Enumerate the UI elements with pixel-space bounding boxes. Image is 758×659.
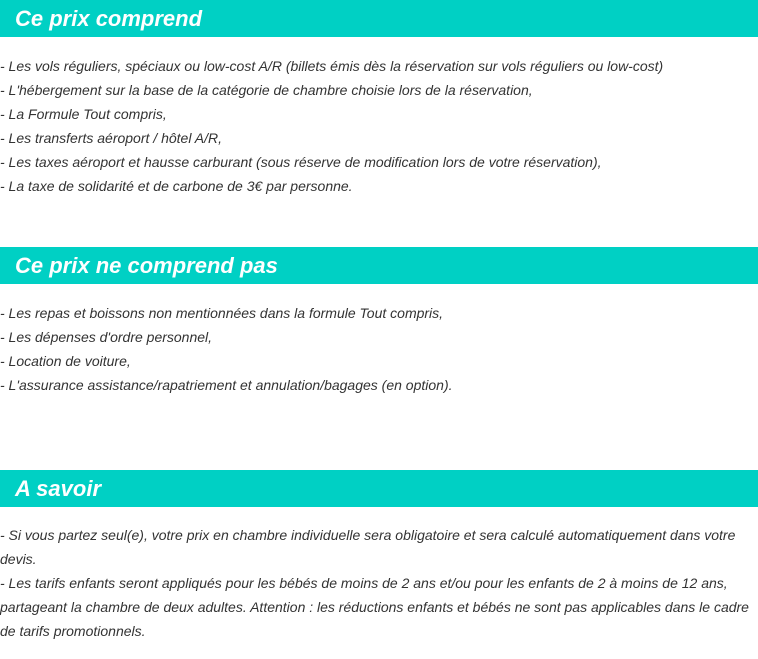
list-item: - Les repas et boissons non mentionnées dans la formule Tout compris,	[0, 305, 444, 321]
list-item: - Les taxes aéroport et hausse carburant (sous réserve de modification lors de votre réservation),	[0, 154, 602, 170]
list-item: - L'hébergement sur la base de la catégorie de chambre choisie lors de la réservation,	[0, 82, 533, 98]
list-item: - Les dépenses d'ordre personnel,	[0, 329, 213, 345]
section-list	[0, 54, 758, 198]
section-header	[0, 0, 758, 37]
section-header	[0, 247, 758, 284]
section-good-to-know	[0, 470, 758, 643]
list-item: - Les tarifs enfants seront appliqués pour les bébés de moins de 2 ans et/ou pour les enfants de 2 à moins de 12 ans, partageant la chambre de deux adultes. Attention : les réductions enfants et bébés ne sont pas applicables dans le cadre de tarifs promotionnels.	[0, 575, 749, 639]
list-item: - L'assurance assistance/rapatriement et annulation/bagages (en option).	[0, 377, 453, 393]
list-item: - Si vous partez seul(e), votre prix en chambre individuelle sera obligatoire et sera calculé automatiquement dans votre devis.	[0, 527, 736, 567]
section-title: A savoir	[15, 476, 102, 501]
section-list	[0, 301, 758, 397]
list-item: - Les transferts aéroport / hôtel A/R,	[0, 130, 223, 146]
list-item: - Les vols réguliers, spéciaux ou low-cost A/R (billets émis dès la réservation sur vols réguliers ou low-cost)	[0, 58, 664, 74]
list-item: - La taxe de solidarité et de carbone de 3€ par personne.	[0, 178, 353, 194]
list-item: - La Formule Tout compris,	[0, 106, 167, 122]
section-list	[0, 523, 752, 643]
section-header	[0, 470, 758, 507]
section-title: Ce prix ne comprend pas	[15, 253, 278, 278]
section-price-includes	[0, 0, 758, 198]
section-price-excludes	[0, 247, 758, 397]
section-title: Ce prix comprend	[15, 6, 203, 31]
list-item: - Location de voiture,	[0, 353, 131, 369]
